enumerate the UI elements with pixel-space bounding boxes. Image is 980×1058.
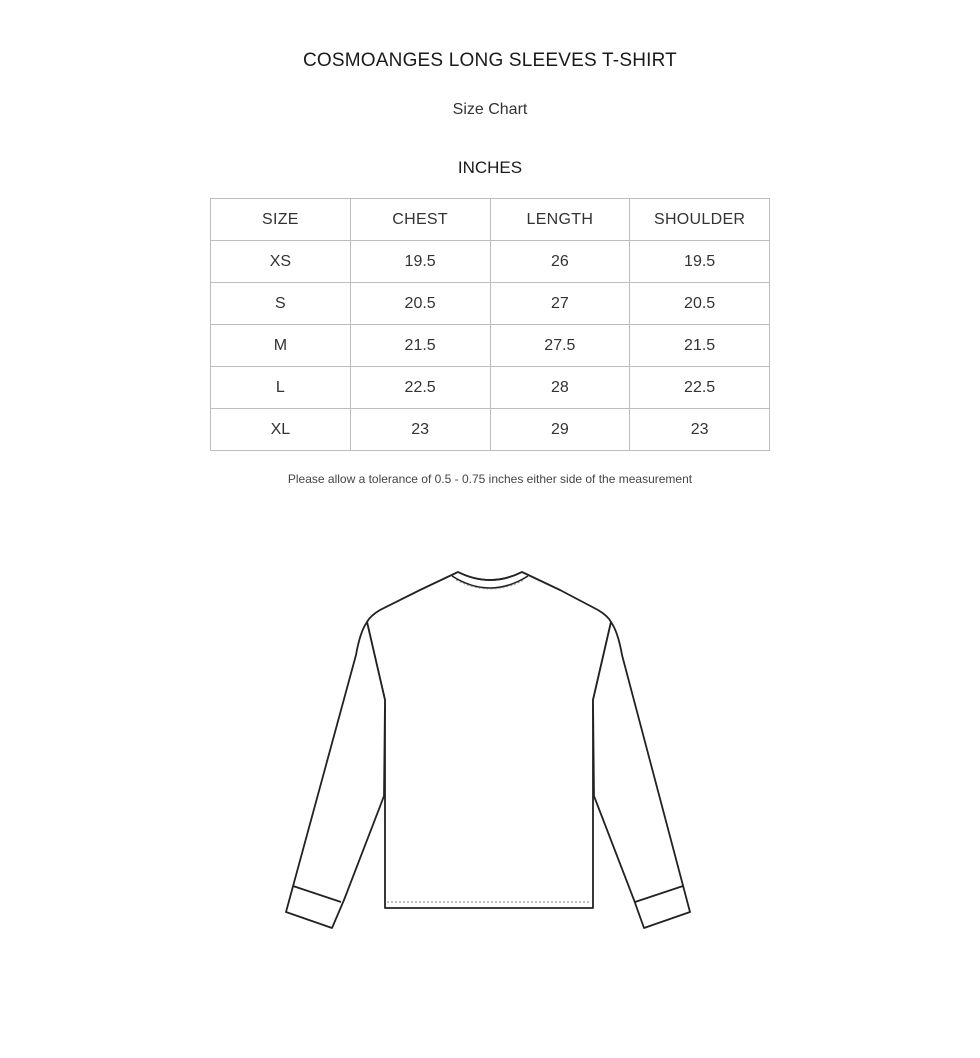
column-header-shoulder: SHOULDER	[630, 199, 770, 241]
length-cell: 26	[490, 241, 630, 283]
size-cell: M	[211, 325, 351, 367]
chest-cell: 21.5	[350, 325, 490, 367]
chest-cell: 19.5	[350, 241, 490, 283]
size-cell: XL	[211, 409, 351, 451]
chest-cell: 23	[350, 409, 490, 451]
size-table	[210, 198, 770, 451]
table-row	[211, 367, 770, 409]
length-cell: 27	[490, 283, 630, 325]
table-row	[211, 325, 770, 367]
column-header-size: SIZE	[211, 199, 351, 241]
table-row	[211, 283, 770, 325]
page-title: COSMOANGES LONG SLEEVES T-SHIRT	[303, 50, 677, 71]
size-cell: XS	[211, 241, 351, 283]
units-label: INCHES	[457, 158, 523, 177]
table-header-row	[211, 199, 770, 241]
chest-cell: 20.5	[350, 283, 490, 325]
shoulder-cell: 22.5	[630, 367, 770, 409]
shoulder-cell: 23	[630, 409, 770, 451]
length-cell: 29	[490, 409, 630, 451]
long-sleeve-tshirt-icon	[280, 560, 700, 940]
shoulder-cell: 21.5	[630, 325, 770, 367]
table-row	[211, 409, 770, 451]
length-cell: 28	[490, 367, 630, 409]
length-cell: 27.5	[490, 325, 630, 367]
column-header-length: LENGTH	[490, 199, 630, 241]
chest-cell: 22.5	[350, 367, 490, 409]
size-chart-subtitle: Size Chart	[452, 101, 528, 118]
shoulder-cell: 20.5	[630, 283, 770, 325]
size-cell: L	[211, 367, 351, 409]
shoulder-cell: 19.5	[630, 241, 770, 283]
tolerance-note: Please allow a tolerance of 0.5 - 0.75 inches either side of the measurement	[287, 472, 693, 486]
column-header-chest: CHEST	[350, 199, 490, 241]
size-cell: S	[211, 283, 351, 325]
table-row	[211, 241, 770, 283]
